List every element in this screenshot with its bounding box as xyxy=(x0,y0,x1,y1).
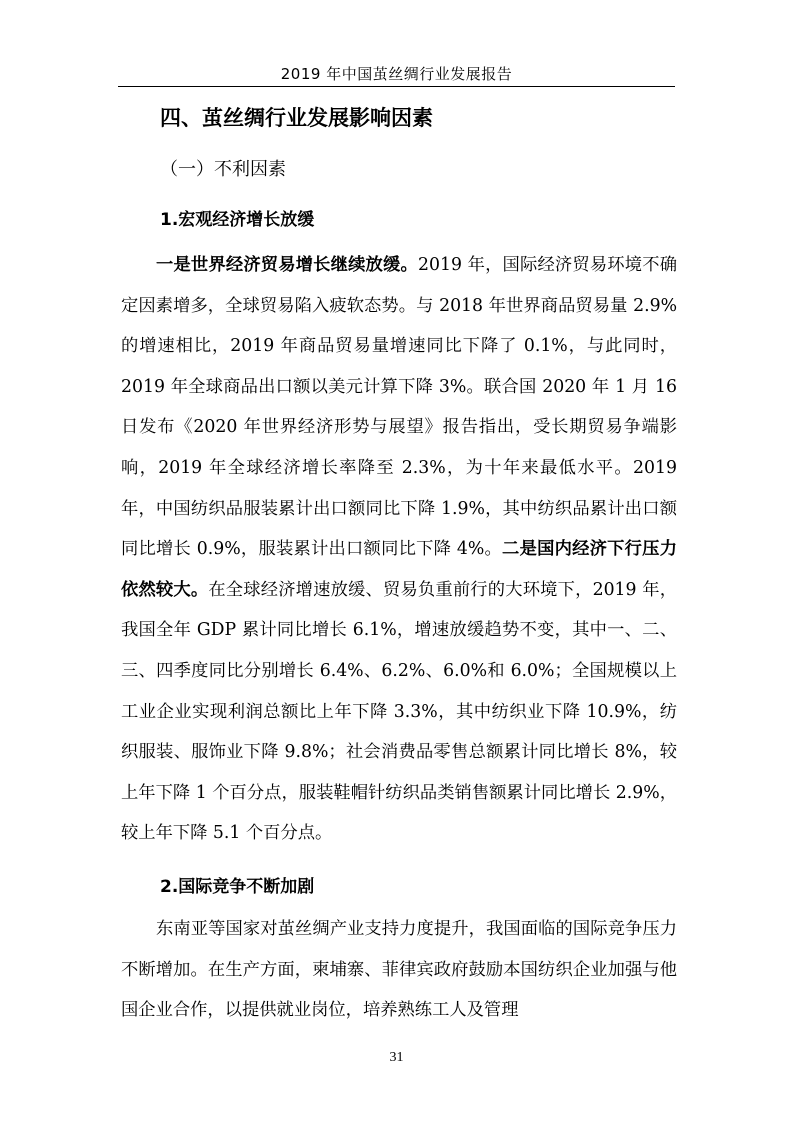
item2-paragraph: 东南亚等国家对茧丝绸产业支持力度提升，我国面临的国际竞争压力不断增加。在生产方面，柬埔寨、菲律宾政府鼓励本国纺织企业加强与他国企业合作，以提供就业岗位，培养熟练工人及管理 xyxy=(121,919,677,1021)
page-number: 31 xyxy=(389,1050,404,1065)
header-divider xyxy=(118,86,675,87)
item1-heading: 1.宏观经济增长放缓 xyxy=(160,210,315,230)
subsection-title: （一）不利因素 xyxy=(160,159,286,180)
item1-lead-bold-2: 二是国内经济下行压力依然较大。 xyxy=(121,539,677,600)
running-header: 2019 年中国茧丝绸行业发展报告 xyxy=(280,65,513,83)
item1-lead-bold-1: 一是世界经济贸易增长继续放缓。 xyxy=(156,255,418,275)
item2-heading: 2.国际竞争不断加剧 xyxy=(160,877,315,897)
item1-text-2: 在全球经济增速放缓、贸易负重前行的大环境下，2019 年，我国全年 GDP 累计同比增长 6.1%，增速放缓趋势不变，其中一、二、三、四季度同比分别增长 6.4%、6.2%、6.0%和 6.0%；全国规模以上工业企业实现利润总额比上年下降 3.3%，其中纺织业下降 10.9%，纺织服装、服饰业下降 9.8%；社会消费品零售总额累计同比增长 8%，较上年下降 1 个百分点，服装鞋帽针纺织品类销售额累计同比增长 2.9%，较上年下降 5.1 个百分点。 xyxy=(121,579,677,844)
section-title: 四、茧丝绸行业发展影响因素 xyxy=(160,106,433,130)
item1-text-1: 2019 年，国际经济贸易环境不确定因素增多，全球贸易陷入疲软态势。与 2018 年世界商品贸易量 2.9%的增速相比，2019 年商品贸易量增速同比下降了 0.1%，与此同时，2019 年全球商品出口额以美元计算下降 3%。联合国 2020 年 1 月 16 日发布《2020 年世界经济形势与展望》报告指出，受长期贸易争端影响，2019 年全球经济增长率降至 2.3%，为十年来最低水平。2019 年，中国纺织品服装累计出口额同比下降 1.9%，其中纺织品累计出口额同比增长 0.9%，服装累计出口额同比下降 4%。 xyxy=(121,255,677,560)
item1-paragraph xyxy=(121,245,677,854)
